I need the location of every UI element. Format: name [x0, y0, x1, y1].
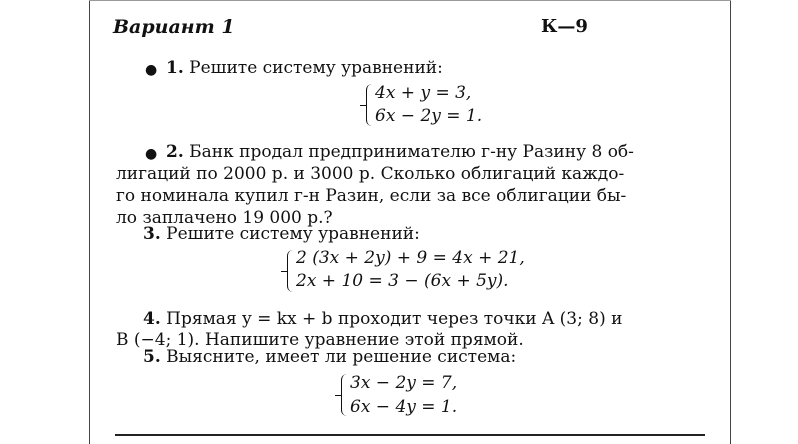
task-5-equation-2: 6x − 4y = 1. [350, 397, 458, 417]
task-2-line-2: лигаций по 2000 р. и 3000 р. Сколько облигаций каждо- [116, 164, 625, 184]
task-2-bullet: ● [145, 146, 158, 162]
task-3-equation-2: 2x + 10 = 3 − (6x + 5y). [296, 271, 509, 291]
task-2-number: 2. [166, 142, 184, 162]
task-1-bullet: ● [145, 62, 158, 78]
task-1-text: Решите систему уравнений: [189, 58, 443, 78]
task-3-equation-1: 2 (3x + 2y) + 9 = 4x + 21, [296, 248, 525, 268]
bottom-rule [115, 434, 705, 436]
task-5-prompt [143, 347, 516, 367]
task-1-equation-1: 4x + y = 3, [375, 83, 472, 103]
task-1-system-brace [366, 84, 373, 126]
task-1-prompt [166, 58, 443, 78]
task-2-line-3: го номинала купил г-н Разин, если за все облигации бы- [116, 186, 627, 206]
task-4-text-1: Прямая y = kx + b проходит через точки A (3; 8) и [166, 309, 623, 329]
task-4-line-1 [143, 309, 622, 329]
task-3-number: 3. [143, 224, 161, 244]
task-1-number: 1. [166, 58, 184, 78]
top-border [89, 0, 731, 1]
task-2-line-1 [166, 142, 634, 162]
task-3-text: Решите систему уравнений: [166, 224, 420, 244]
task-4-line-2: B (−4; 1). Напишите уравнение этой прямой. [116, 330, 524, 350]
task-5-text: Выясните, имеет ли решение система: [166, 347, 517, 367]
task-4-number: 4. [143, 309, 161, 329]
task-2-text-1: Банк продал предпринимателю г-ну Разину 8 об- [189, 142, 634, 162]
task-3-system-brace [287, 250, 294, 292]
task-3-prompt [143, 224, 420, 244]
task-5-number: 5. [143, 347, 161, 367]
task-1-equation-2: 6x − 2y = 1. [375, 106, 483, 126]
worksheet-code: К—9 [541, 16, 588, 37]
task-5-equation-1: 3x − 2y = 7, [350, 373, 458, 393]
task-2-line-4: ло заплачено 19 000 р.? [116, 208, 333, 228]
variant-title: Вариант 1 [113, 16, 235, 38]
task-5-system-brace [341, 374, 348, 416]
